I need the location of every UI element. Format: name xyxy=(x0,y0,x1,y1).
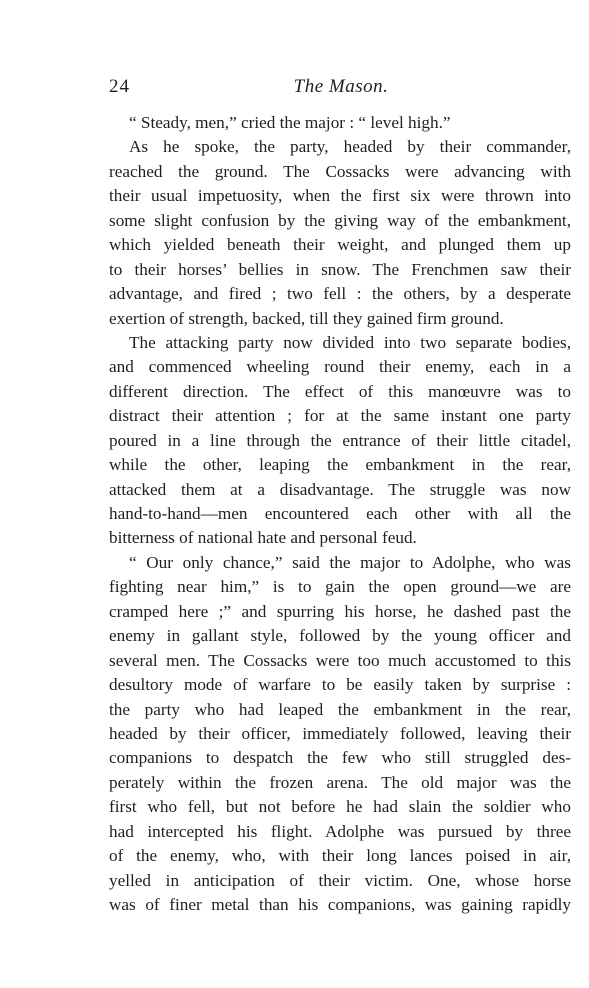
text-line: different direction. The effect of this manœuvre was to xyxy=(109,381,571,401)
text-line: “ Steady, men,” cried the major : “ level high.” xyxy=(129,113,451,132)
text-line: advantage, and fired ; two fell : the others, by a desperate xyxy=(109,284,571,304)
text-line: hand-to-hand—men encountered each other with all the xyxy=(109,504,571,523)
text-line: their usual impetuosity, when the first six were thrown into xyxy=(109,186,571,206)
text-line: poured in a line through the entrance of their little citadel, xyxy=(109,430,571,450)
text-line: of the enemy, who, with their long lances poised in air, xyxy=(109,846,571,866)
text-line: the party who had leaped the embankment in the rear, xyxy=(109,699,571,719)
text-line: was of finer metal than his companions, was gaining rapidly xyxy=(109,895,571,914)
page-header xyxy=(109,76,573,100)
text-line: desultory mode of warfare to be easily taken by surprise : xyxy=(109,675,571,695)
text-line: yelled in anticipation of their victim. One, whose horse xyxy=(109,870,571,890)
body-text xyxy=(109,111,571,917)
page-number: 24 xyxy=(109,76,130,97)
text-line: first who fell, but not before he had slain the soldier who xyxy=(109,797,571,817)
text-line: exertion of strength, backed, till they gained firm ground. xyxy=(109,308,504,328)
text-line: The attacking party now divided into two separate bodies, xyxy=(129,332,571,352)
text-line: reached the ground. The Cossacks were advancing with xyxy=(109,161,571,181)
text-line: perately within the frozen arena. The old major was the xyxy=(109,772,571,792)
text-line: bitterness of national hate and personal feud. xyxy=(109,528,417,548)
text-line: enemy in gallant style, followed by the young officer and xyxy=(109,626,571,646)
text-line: had intercepted his flight. Adolphe was pursued by three xyxy=(109,821,571,841)
text-line: and commenced wheeling round their enemy, each in a xyxy=(109,357,571,377)
text-line: As he spoke, the party, headed by their commander, xyxy=(129,137,571,157)
text-line: some slight confusion by the giving way of the embankment, xyxy=(109,210,571,230)
text-line: fighting near him,” is to gain the open ground—we are xyxy=(109,577,571,597)
text-line: while the other, leaping the embankment in the rear, xyxy=(109,455,571,475)
running-title: The Mason. xyxy=(293,76,389,97)
text-line: several men. The Cossacks were too much accustomed to this xyxy=(109,650,571,670)
text-line: to their horses’ bellies in snow. The Frenchmen saw their xyxy=(109,259,571,279)
text-line: “ Our only chance,” said the major to Adolphe, who was xyxy=(129,552,571,572)
text-line: companions to despatch the few who still struggled des- xyxy=(109,748,571,768)
text-line: cramped here ;” and spurring his horse, he dashed past the xyxy=(109,601,571,621)
text-line: headed by their officer, immediately followed, leaving their xyxy=(109,723,571,743)
text-line: distract their attention ; for at the same instant one party xyxy=(109,406,571,426)
text-line: attacked them at a disadvantage. The struggle was now xyxy=(109,479,571,499)
text-line: which yielded beneath their weight, and plunged them up xyxy=(109,235,571,255)
